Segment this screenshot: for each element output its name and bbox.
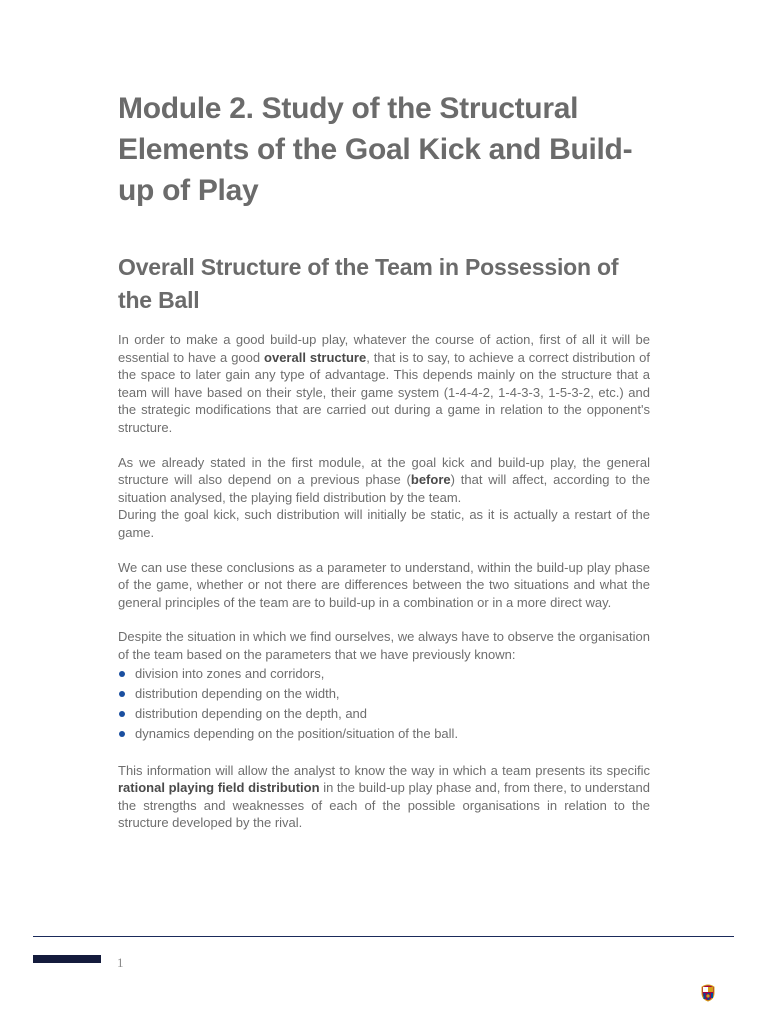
list-item bbox=[118, 704, 650, 724]
list-item bbox=[118, 684, 650, 704]
parameter-list bbox=[118, 664, 650, 744]
list-item-text: division into zones and corridors, bbox=[135, 665, 325, 681]
module-title: Module 2. Study of the Structural Elements of the Goal Kick and Build-up of Play bbox=[118, 92, 633, 207]
para1-text-a: In order to make a good build-up play, whatever the course of action, first of all it will be essential to have a good bbox=[118, 332, 650, 365]
list-item-text: distribution depending on the depth, and bbox=[135, 705, 368, 721]
bullet-icon bbox=[119, 731, 125, 737]
list-item-text: dynamics depending on the position/situation of the ball. bbox=[135, 725, 459, 741]
para6-bold: rational playing field distribution bbox=[118, 780, 320, 796]
paragraph-conclusions: We can use these conclusions as a parameter to understand, within the build-up play phase of the game, whether or not there are differences between the two situations and what the general principles of the team are to build-up in a combination or in a more direct way. bbox=[118, 559, 650, 610]
footer-rule bbox=[33, 936, 734, 937]
paragraph-organisation: Despite the situation in which we find ourselves, we always have to observe the organisation of the team based on the parameters that we have previously known: bbox=[118, 629, 650, 662]
para6-text-b: in the build-up play phase and, from there, to understand the strengths and weaknesses of each of the possible organisations in relation to the structure developed by the rival. bbox=[118, 780, 650, 831]
page-number: 1 bbox=[117, 955, 124, 970]
para2-text-a: As we already stated in the first module, at the goal kick and build-up play, the general structure will also depend on a previous phase ( bbox=[118, 454, 650, 488]
paragraph-overall-structure bbox=[118, 331, 650, 437]
footer-accent-bar bbox=[33, 955, 101, 963]
section-heading: Overall Structure of the Team in Possession of the Ball bbox=[118, 254, 619, 313]
para2-bold: before bbox=[410, 472, 451, 488]
bullet-icon bbox=[119, 671, 125, 677]
page-content bbox=[118, 88, 650, 832]
list-item bbox=[118, 664, 650, 684]
list-item-text: distribution depending on the width, bbox=[135, 685, 340, 701]
para6-text-a: This information will allow the analyst to know the way in which a team presents its specific bbox=[118, 762, 650, 778]
club-crest-icon bbox=[700, 984, 716, 1002]
paragraph-goal-kick: During the goal kick, such distribution will initially be static, as it is actually a restart of the game. bbox=[118, 507, 650, 540]
paragraph-analyst bbox=[118, 762, 650, 832]
para2-text-b: ) that will affect, according to the situation analysed, the playing field distribution by the team. bbox=[118, 472, 650, 505]
list-item bbox=[118, 724, 650, 744]
para1-bold: overall structure bbox=[264, 349, 367, 365]
para1-text-b: , that is to say, to achieve a correct distribution of the space to later gain any type of advantage. This depends mainly on the structure that a team will have based on their style, their game system (1-4-4-2, 1-4-3-3, 1-5-3-2, etc.) and the strategic modifications that are carried out during a game in relation to the opponent's structure. bbox=[118, 349, 650, 435]
paragraph-previous-phase bbox=[118, 454, 650, 507]
bullet-icon bbox=[119, 691, 125, 697]
bullet-icon bbox=[119, 711, 125, 717]
